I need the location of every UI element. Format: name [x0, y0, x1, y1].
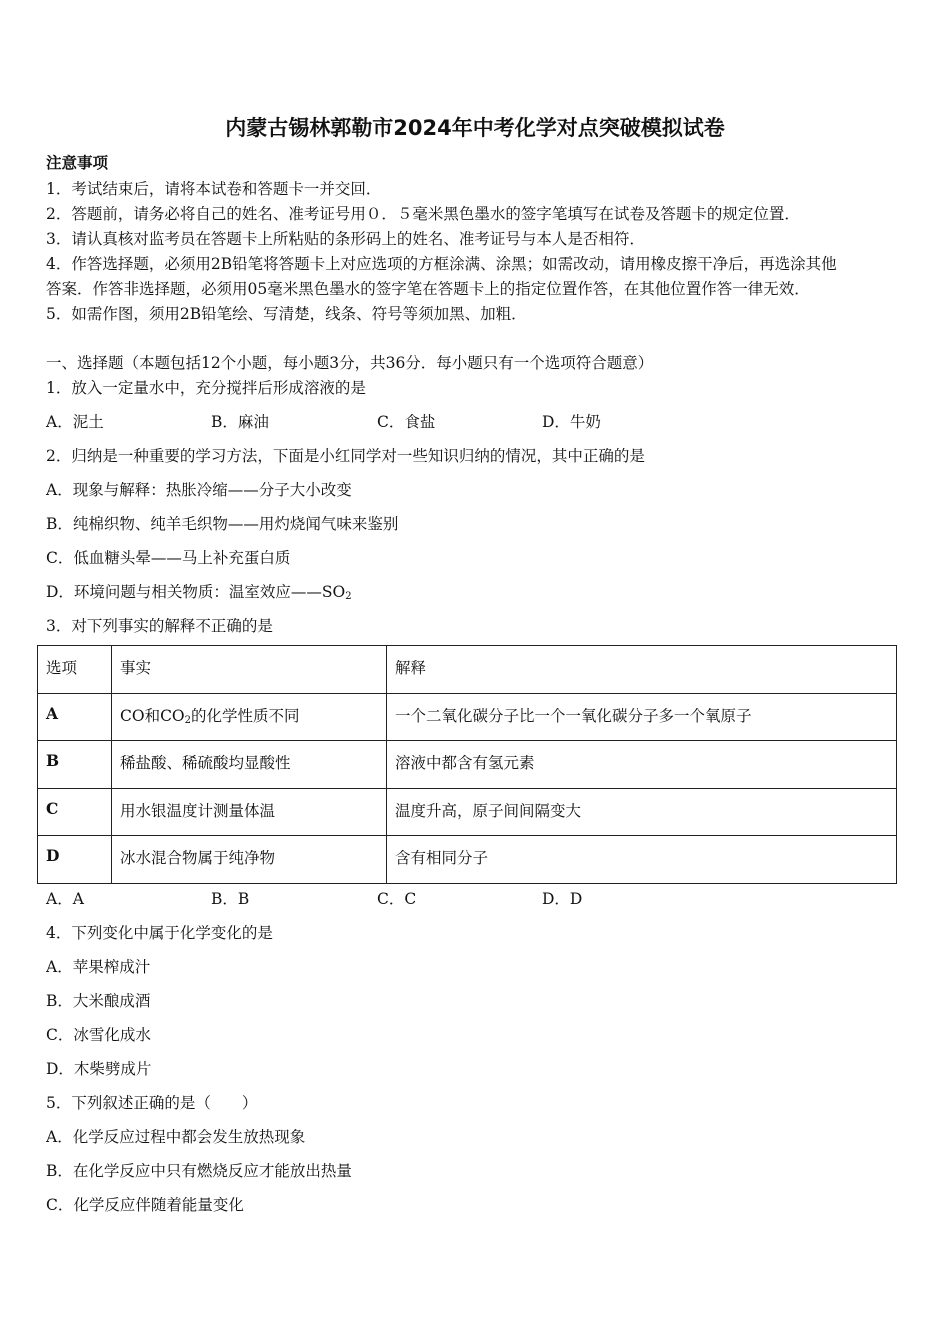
section-heading: 一、选择题（本题包括12个小题，每小题3分，共36分．每小题只有一个选项符合题意） — [46, 354, 654, 372]
q1-option-a: A．泥土 — [46, 413, 104, 431]
row-label: C — [38, 788, 112, 836]
q5-option-b: B．在化学反应中只有燃烧反应才能放出热量 — [46, 1162, 352, 1180]
row-label: B — [38, 741, 112, 789]
q2-option-a: A．现象与解释：热胀冷缩——分子大小改变 — [46, 481, 352, 499]
row-fact: 用水银温度计测量体温 — [112, 788, 387, 836]
notice-item: 3．请认真核对监考员在答题卡上所粘贴的条形码上的姓名、准考证号与本人是否相符． — [46, 230, 645, 248]
row-explanation: 含有相同分子 — [387, 836, 897, 884]
q5-option-c: C．化学反应伴随着能量变化 — [46, 1196, 244, 1214]
q1-option-d: D．牛奶 — [542, 413, 601, 431]
notice-item: 1．考试结束后，请将本试卷和答题卡一并交回． — [46, 180, 382, 198]
q3-option-a: A．A — [46, 890, 84, 908]
notice-heading: 注意事项 — [46, 153, 109, 172]
q3-stem: 3．对下列事实的解释不正确的是 — [46, 617, 273, 635]
q1-stem: 1．放入一定量水中，充分搅拌后形成溶液的是 — [46, 379, 366, 397]
notice-item: 2．答题前，请务必将自己的姓名、准考证号用０．５毫米黑色墨水的签字笔填写在试卷及答题卡的规定位置． — [46, 205, 800, 223]
header-fact: 事实 — [112, 646, 387, 694]
header-explanation: 解释 — [387, 646, 897, 694]
q2-option-d: D．环境问题与相关物质：温室效应$——SO_2$ — [46, 583, 352, 602]
row-explanation: 温度升高，原子间间隔变大 — [387, 788, 897, 836]
q2-option-b: B．纯棉织物、纯羊毛织物——用灼烧闻气味来鉴别 — [46, 515, 399, 533]
q4-option-c: C．冰雪化成水 — [46, 1026, 151, 1044]
table-row — [38, 693, 897, 741]
notice-item: 答案．作答非选择题，必须用05毫米黑色墨水的签字笔在答题卡上的指定位置作答，在其他位置作答一律无效． — [46, 280, 810, 298]
notice-item: 4．作答选择题，必须用2B铅笔将答题卡上对应选项的方框涂满、涂黑；如需改动，请用橡皮擦干净后，再选涂其他 — [46, 255, 837, 273]
q5-stem: 5．下列叙述正确的是（ ） — [46, 1094, 258, 1112]
table-row — [38, 836, 897, 884]
table-row — [38, 741, 897, 789]
q2-option-c: C．低血糖头晕——马上补充蛋白质 — [46, 549, 291, 567]
row-explanation: 溶液中都含有氢元素 — [387, 741, 897, 789]
q1-option-c: C．食盐 — [377, 413, 436, 431]
q4-stem: 4．下列变化中属于化学变化的是 — [46, 924, 273, 942]
row-fact: CO和$CO_2$的化学性质不同 — [112, 693, 387, 741]
row-fact: 冰水混合物属于纯净物 — [112, 836, 387, 884]
q3-option-b: B．B — [211, 890, 250, 908]
table-row — [38, 788, 897, 836]
table-header-row — [38, 646, 897, 694]
q2-stem: 2．归纳是一种重要的学习方法，下面是小红同学对一些知识归纳的情况，其中正确的是 — [46, 447, 645, 465]
row-explanation: 一个二氧化碳分子比一个一氧化碳分子多一个氧原子 — [387, 693, 897, 741]
notice-item: 5．如需作图，须用2B铅笔绘、写清楚，线条、符号等须加黑、加粗． — [46, 305, 527, 323]
q1-option-b: B．麻油 — [211, 413, 269, 431]
row-label: A — [38, 693, 112, 741]
q3-option-d: D．D — [542, 890, 583, 908]
q4-option-b: B．大米酿成酒 — [46, 992, 151, 1010]
q3-table — [37, 645, 897, 884]
q3-option-c: C．C — [377, 890, 417, 908]
q4-option-a: A．苹果榨成汁 — [46, 958, 151, 976]
q5-option-a: A．化学反应过程中都会发生放热现象 — [46, 1128, 306, 1146]
row-fact: 稀盐酸、稀硫酸均显酸性 — [112, 741, 387, 789]
header-option: 选项 — [38, 646, 112, 694]
q4-option-d: D．木柴劈成片 — [46, 1060, 152, 1078]
page-title: 内蒙古锡林郭勒市2024年中考化学对点突破模拟试卷 — [225, 116, 725, 140]
row-label: D — [38, 836, 112, 884]
